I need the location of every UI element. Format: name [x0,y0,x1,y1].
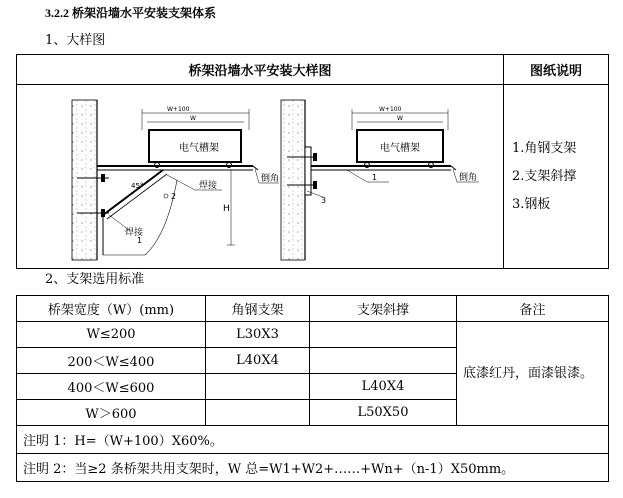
tray-label: 电气槽架 [179,143,219,154]
remark-cell: 底漆红丹，面漆银漆。 [457,322,609,426]
subsection-detail-title: 1、大样图 [45,33,106,48]
spec-header: 支架斜撑 [310,296,457,322]
left-wall [72,100,97,260]
chamfer-label: 倒角 [459,173,478,183]
table-cell [310,322,457,348]
spec-header: 备注 [457,296,609,322]
note-2: 注明 2：当≥2 条桥架共用支架时，W 总=W1+W2+……+Wn+（n-1）X50mm。 [17,454,609,482]
detail-header-drawing: 桥架沿墙水平安装大样图 [17,55,504,85]
callout-number: 1 [137,236,143,245]
dim-label: W+100 [167,106,190,113]
table-cell [310,348,457,374]
table-cell: 200＜W≤400 [17,348,206,374]
callout-number: 1 [372,173,378,182]
table-cell: W＞600 [17,400,206,426]
detail-table [16,54,609,269]
table-cell: W≤200 [17,322,206,348]
spec-header: 角钢支架 [206,296,310,322]
legend-item: 1.角钢支架 [512,140,577,156]
table-cell: L50X50 [310,400,457,426]
table-cell [206,400,310,426]
tray-label: 电气槽架 [380,143,420,154]
spec-header: 桥架宽度（W）(mm) [17,296,206,322]
table-cell: 400＜W≤600 [17,374,206,400]
right-wall [281,100,305,260]
drawing-cell [17,85,504,269]
legend-item: 3.钢板 [512,196,551,212]
chamfer-label: 倒角 [261,174,280,184]
subsection-spec-title: 2、支架选用标准 [45,272,145,287]
detail-header-legend: 图纸说明 [504,55,609,85]
table-cell: L30X3 [206,322,310,348]
bracket-drawing [17,85,503,268]
section-title: 3.2.2 桥架沿墙水平安装支架体系 [45,6,217,20]
angle-label: 45° [131,182,144,190]
table-cell [206,374,310,400]
weld-label: 焊接 [125,228,144,238]
table-cell: L40X4 [310,374,457,400]
weld-label: 焊接 [199,181,218,191]
callout-number: 2 [171,192,177,201]
legend-item: 2.支架斜撑 [512,168,577,184]
legend-cell [504,85,609,269]
spec-header-row [17,296,609,322]
diagonal-brace [103,170,163,215]
steel-plate [305,147,311,195]
dim-label: W+100 [379,106,402,113]
note-1: 注明 1：H=（W+100）X60%。 [17,426,609,454]
spec-table [16,295,609,482]
table-row [17,322,609,348]
dim-label: W [190,115,196,122]
dim-label: W [397,115,403,122]
height-label: H [223,204,230,214]
callout-number: 3 [321,196,327,205]
table-cell: L40X4 [206,348,310,374]
